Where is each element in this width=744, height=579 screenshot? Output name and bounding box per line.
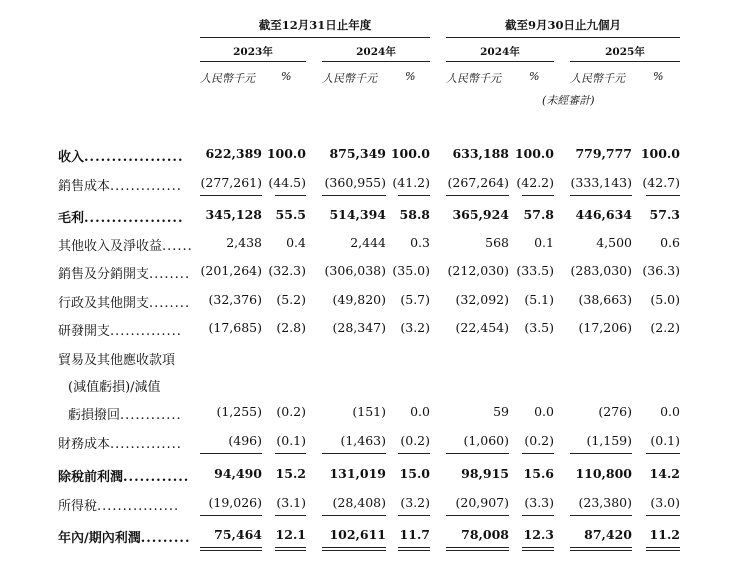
cell-value: (0.2) bbox=[524, 433, 554, 448]
cell-value: (44.5) bbox=[268, 175, 306, 190]
leader-dots: ............ bbox=[120, 408, 182, 423]
row-label bbox=[58, 527, 190, 546]
row-label bbox=[58, 433, 182, 452]
cell-value: (267,264) bbox=[447, 175, 509, 190]
cell-value: (19,026) bbox=[208, 495, 262, 510]
cell-value: 0.0 bbox=[660, 404, 680, 419]
row-label bbox=[68, 376, 161, 395]
row-label bbox=[58, 146, 183, 165]
cell-value: 110,800 bbox=[575, 466, 632, 481]
cell-value: (23,380) bbox=[578, 495, 632, 510]
subtotal-rule bbox=[275, 195, 306, 196]
row-label-text: 銷售成本 bbox=[58, 179, 111, 194]
subtotal-rule bbox=[570, 550, 632, 551]
cell-value: 365,924 bbox=[452, 207, 509, 222]
leader-dots: ............ bbox=[123, 470, 190, 485]
cell-value: 58.8 bbox=[399, 207, 430, 222]
cell-value: 345,128 bbox=[205, 207, 262, 222]
cell-value: (212,030) bbox=[447, 263, 509, 278]
cell-value: 55.5 bbox=[275, 207, 306, 222]
cell-value: (333,143) bbox=[570, 175, 632, 190]
cell-value: 75,464 bbox=[214, 527, 262, 542]
cell-value: 875,349 bbox=[329, 146, 386, 161]
cell-value: 11.2 bbox=[649, 527, 680, 542]
subtotal-rule bbox=[275, 453, 306, 454]
cell-value: (151) bbox=[352, 404, 386, 419]
cell-value: (20,907) bbox=[455, 495, 509, 510]
subtotal-rule bbox=[398, 550, 430, 551]
year-rule-3 bbox=[446, 61, 554, 62]
cell-value: 0.3 bbox=[410, 235, 430, 250]
cell-value: (42.7) bbox=[642, 175, 680, 190]
cell-value: 57.8 bbox=[523, 207, 554, 222]
subtotal-rule bbox=[322, 547, 386, 548]
cell-value: (22,454) bbox=[455, 320, 509, 335]
cell-value: (1,463) bbox=[340, 433, 386, 448]
leader-dots: ......... bbox=[140, 531, 191, 546]
cell-value: (3.3) bbox=[524, 495, 554, 510]
cell-value: 0.0 bbox=[534, 404, 554, 419]
currency-header-4: 人民幣千元 bbox=[570, 72, 625, 85]
cell-value: (3.2) bbox=[400, 320, 430, 335]
row-label bbox=[58, 320, 182, 339]
cell-value: (35.0) bbox=[392, 263, 430, 278]
cell-value: 15.6 bbox=[523, 466, 554, 481]
cell-value: (2.8) bbox=[276, 320, 306, 335]
cell-value: (3.2) bbox=[400, 495, 430, 510]
cell-value: (49,820) bbox=[332, 292, 386, 307]
subtotal-rule bbox=[570, 515, 632, 516]
subtotal-rule bbox=[646, 453, 680, 454]
row-label-text: 研發開支 bbox=[58, 324, 111, 339]
cell-value: (5.1) bbox=[524, 292, 554, 307]
subtotal-rule bbox=[522, 550, 554, 551]
subtotal-rule bbox=[398, 547, 430, 548]
subtotal-rule bbox=[570, 195, 632, 196]
row-label-text: 銷售及分銷開支 bbox=[58, 267, 150, 282]
row-label bbox=[58, 207, 183, 226]
leader-dots: ................ bbox=[97, 499, 180, 514]
leader-dots: .................. bbox=[84, 150, 184, 165]
cell-value: 2,438 bbox=[226, 235, 262, 250]
cell-value: 78,008 bbox=[461, 527, 509, 542]
subtotal-rule bbox=[646, 515, 680, 516]
cell-value: (28,408) bbox=[332, 495, 386, 510]
subtotal-rule bbox=[570, 453, 632, 454]
cell-value: (3.5) bbox=[524, 320, 554, 335]
row-label bbox=[58, 495, 179, 514]
subtotal-rule bbox=[322, 550, 386, 551]
cell-value: (32,376) bbox=[208, 292, 262, 307]
row-label-text: (減值虧損)/減值 bbox=[68, 380, 161, 395]
year-header-4: 2025年 bbox=[605, 46, 645, 58]
year-header-3: 2024年 bbox=[480, 46, 520, 58]
subtotal-rule bbox=[200, 515, 262, 516]
year-rule-4 bbox=[570, 61, 680, 62]
cell-value: (0.2) bbox=[400, 433, 430, 448]
cell-value: 100.0 bbox=[640, 146, 680, 161]
cell-value: 12.3 bbox=[523, 527, 554, 542]
cell-value: (36.3) bbox=[642, 263, 680, 278]
cell-value: 15.2 bbox=[275, 466, 306, 481]
subtotal-rule bbox=[446, 550, 509, 551]
cell-value: 779,777 bbox=[575, 146, 632, 161]
cell-value: (17,206) bbox=[578, 320, 632, 335]
row-label-text: 除稅前利潤 bbox=[58, 470, 124, 485]
subtotal-rule bbox=[522, 453, 554, 454]
leader-dots: ........ bbox=[149, 267, 191, 282]
subtotal-rule bbox=[275, 550, 306, 551]
header-group-full-year: 截至12月31日止年度 bbox=[258, 18, 372, 32]
cell-value: (3.0) bbox=[650, 495, 680, 510]
cell-value: (28,347) bbox=[332, 320, 386, 335]
year-header-1: 2023年 bbox=[233, 46, 273, 58]
percent-header-3: % bbox=[529, 70, 540, 83]
cell-value: (17,685) bbox=[208, 320, 262, 335]
subtotal-rule bbox=[398, 453, 430, 454]
leader-dots: .................. bbox=[84, 211, 184, 226]
cell-value: 568 bbox=[485, 235, 509, 250]
cell-value: 131,019 bbox=[329, 466, 386, 481]
cell-value: 11.7 bbox=[399, 527, 430, 542]
row-label bbox=[58, 235, 193, 254]
subtotal-rule bbox=[200, 547, 262, 548]
cell-value: 14.2 bbox=[649, 466, 680, 481]
row-label bbox=[58, 292, 190, 311]
cell-value: 622,389 bbox=[205, 146, 262, 161]
subtotal-rule bbox=[398, 515, 430, 516]
cell-value: 633,188 bbox=[452, 146, 509, 161]
cell-value: 98,915 bbox=[461, 466, 509, 481]
cell-value: 15.0 bbox=[399, 466, 430, 481]
cell-value: 514,394 bbox=[329, 207, 386, 222]
cell-value: (276) bbox=[598, 404, 632, 419]
cell-value: (277,261) bbox=[200, 175, 262, 190]
row-label-text: 其他收入及淨收益 bbox=[58, 239, 163, 254]
subtotal-rule bbox=[200, 195, 262, 196]
cell-value: (360,955) bbox=[324, 175, 386, 190]
cell-value: 102,611 bbox=[329, 527, 386, 542]
cell-value: (283,030) bbox=[570, 263, 632, 278]
cell-value: (32.3) bbox=[268, 263, 306, 278]
leader-dots: ........ bbox=[149, 296, 191, 311]
cell-value: (5.2) bbox=[276, 292, 306, 307]
subtotal-rule bbox=[646, 195, 680, 196]
cell-value: (1,159) bbox=[586, 433, 632, 448]
subtotal-rule bbox=[646, 550, 680, 551]
subtotal-rule bbox=[446, 195, 509, 196]
header-group-nine-months: 截至9月30日止九個月 bbox=[504, 18, 621, 32]
cell-value: (38,663) bbox=[578, 292, 632, 307]
row-label-text: 虧損撥回 bbox=[68, 408, 121, 423]
cell-value: (5.7) bbox=[400, 292, 430, 307]
cell-value: 2,444 bbox=[350, 235, 386, 250]
currency-header-3: 人民幣千元 bbox=[446, 72, 501, 85]
cell-value: (1,255) bbox=[216, 404, 262, 419]
year-header-2: 2024年 bbox=[356, 46, 396, 58]
cell-value: 59 bbox=[493, 404, 509, 419]
cell-value: 100.0 bbox=[514, 146, 554, 161]
subtotal-rule bbox=[522, 515, 554, 516]
row-label-text: 收入 bbox=[58, 150, 85, 165]
currency-header-2: 人民幣千元 bbox=[322, 72, 377, 85]
percent-header-2: % bbox=[405, 70, 416, 83]
cell-value: (5.0) bbox=[650, 292, 680, 307]
cell-value: 12.1 bbox=[275, 527, 306, 542]
cell-value: (306,038) bbox=[324, 263, 386, 278]
row-label-text: 財務成本 bbox=[58, 437, 111, 452]
subtotal-rule bbox=[200, 550, 262, 551]
cell-value: 0.0 bbox=[410, 404, 430, 419]
row-label-text: 貿易及其他應收款項 bbox=[58, 353, 176, 368]
subtotal-rule bbox=[398, 195, 430, 196]
subtotal-rule bbox=[200, 453, 262, 454]
row-label-text: 年內/期內利潤 bbox=[58, 531, 141, 546]
row-label-text: 所得稅 bbox=[58, 499, 98, 514]
cell-value: (3.1) bbox=[276, 495, 306, 510]
subtotal-rule bbox=[570, 547, 632, 548]
subtotal-rule bbox=[322, 515, 386, 516]
subtotal-rule bbox=[322, 195, 386, 196]
percent-header-1: % bbox=[281, 70, 292, 83]
cell-value: (0.1) bbox=[650, 433, 680, 448]
currency-header-1: 人民幣千元 bbox=[200, 72, 255, 85]
row-label bbox=[58, 263, 190, 282]
cell-value: 0.1 bbox=[534, 235, 554, 250]
leader-dots: .............. bbox=[110, 324, 182, 339]
leader-dots: .............. bbox=[110, 179, 182, 194]
cell-value: (41.2) bbox=[392, 175, 430, 190]
year-rule-1 bbox=[200, 61, 306, 62]
cell-value: (496) bbox=[228, 433, 262, 448]
cell-value: 0.6 bbox=[660, 235, 680, 250]
row-label bbox=[58, 349, 175, 368]
cell-value: (33.5) bbox=[516, 263, 554, 278]
cell-value: 0.4 bbox=[286, 235, 306, 250]
subtotal-rule bbox=[646, 547, 680, 548]
subtotal-rule bbox=[522, 195, 554, 196]
row-label bbox=[68, 404, 182, 423]
row-label bbox=[58, 175, 182, 194]
cell-value: 87,420 bbox=[584, 527, 632, 542]
cell-value: (2.2) bbox=[650, 320, 680, 335]
group-rule-full-year bbox=[200, 37, 430, 38]
cell-value: 4,500 bbox=[596, 235, 632, 250]
cell-value: 57.3 bbox=[649, 207, 680, 222]
subtotal-rule bbox=[446, 547, 509, 548]
subtotal-rule bbox=[322, 453, 386, 454]
cell-value: (0.1) bbox=[276, 433, 306, 448]
year-rule-2 bbox=[322, 61, 430, 62]
row-label bbox=[58, 466, 189, 485]
row-label-text: 行政及其他開支 bbox=[58, 296, 150, 311]
cell-value: (32,092) bbox=[455, 292, 509, 307]
subtotal-rule bbox=[446, 453, 509, 454]
cell-value: (1,060) bbox=[463, 433, 509, 448]
row-label-text: 毛利 bbox=[58, 211, 85, 226]
leader-dots: .............. bbox=[110, 437, 182, 452]
percent-header-4: % bbox=[653, 70, 664, 83]
cell-value: 94,490 bbox=[214, 466, 262, 481]
leader-dots: ...... bbox=[162, 239, 193, 254]
unaudited-note: (未經審計) bbox=[542, 94, 595, 107]
subtotal-rule bbox=[275, 547, 306, 548]
subtotal-rule bbox=[446, 515, 509, 516]
cell-value: 446,634 bbox=[575, 207, 632, 222]
subtotal-rule bbox=[275, 515, 306, 516]
cell-value: 100.0 bbox=[390, 146, 430, 161]
cell-value: (0.2) bbox=[276, 404, 306, 419]
group-rule-nine-months bbox=[446, 37, 680, 38]
cell-value: 100.0 bbox=[266, 146, 306, 161]
cell-value: (42.2) bbox=[516, 175, 554, 190]
cell-value: (201,264) bbox=[200, 263, 262, 278]
subtotal-rule bbox=[522, 547, 554, 548]
